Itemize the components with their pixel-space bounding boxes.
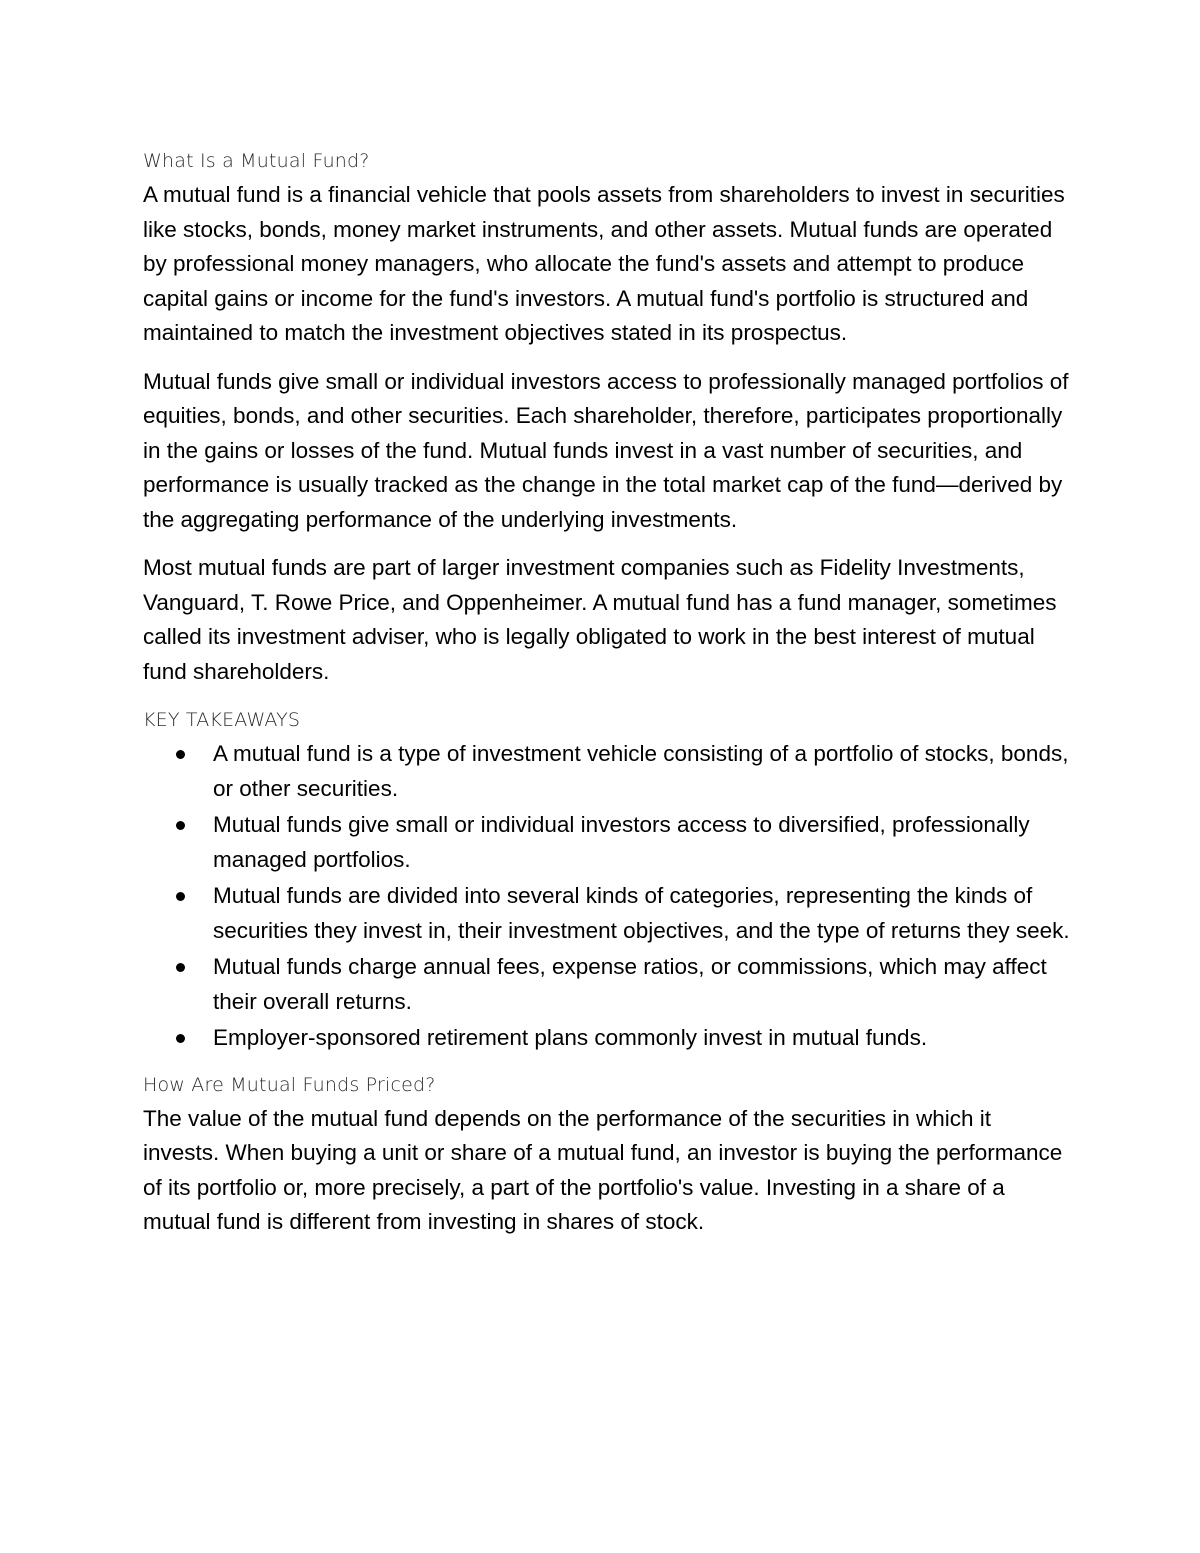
section-heading-what-is: What Is a Mutual Fund? xyxy=(143,150,370,172)
list-item-text: Mutual funds give small or individual investors access to diversified, professionally managed portfolios. xyxy=(213,812,1030,872)
list-item xyxy=(143,950,1073,1019)
paragraph-companies: Most mutual funds are part of larger investment companies such as Fidelity Investments, Vanguard, T. Rowe Price, and Oppenheimer. A mutual fund has a fund manager, sometimes called its investment adviser, who is legally obligated to work in the best interest of mutual fund shareholders. xyxy=(143,555,1057,684)
bullet-icon xyxy=(176,750,185,759)
paragraph-pricing: The value of the mutual fund depends on the performance of the securities in which it invests. When buying a unit or share of a mutual fund, an investor is buying the performance of its portfolio or, more precisely, a part of the portfolio's value. Investing in a share of a mutual fund is different from investing in shares of stock. xyxy=(143,1105,1063,1234)
bullet-icon xyxy=(176,892,185,901)
paragraph-access: Mutual funds give small or individual investors access to professionally managed portfolios of equities, bonds, and other securities. Each shareholder, therefore, participates proportionally in the gains or losses of the fund. Mutual funds invest in a vast number of securities, and performance is usually tracked as the change in the total market cap of the fund—derived by the aggregating performance of the underlying investments. xyxy=(143,368,1069,532)
key-takeaways-heading: KEY TAKEAWAYS xyxy=(143,709,301,731)
list-item xyxy=(143,1021,1073,1056)
bullet-icon xyxy=(176,963,185,972)
list-item xyxy=(143,737,1073,806)
list-item-text: Mutual funds are divided into several kinds of categories, representing the kinds of securities they invest in, their investment objectives, and the type of returns they seek. xyxy=(213,883,1070,943)
paragraph-definition: A mutual fund is a financial vehicle that pools assets from shareholders to invest in securities like stocks, bonds, money market instruments, and other assets. Mutual funds are operated by professional money managers, who allocate the fund's assets and attempt to produce capital gains or income for the fund's investors. A mutual fund's portfolio is structured and maintained to match the investment objectives stated in its prospectus. xyxy=(143,182,1065,345)
section-heading-pricing: How Are Mutual Funds Priced? xyxy=(143,1073,436,1096)
list-item-text: Employer-sponsored retirement plans commonly invest in mutual funds. xyxy=(213,1025,928,1050)
list-item xyxy=(143,808,1073,877)
list-item-text: Mutual funds charge annual fees, expense ratios, or commissions, which may affect their overall returns. xyxy=(213,954,1047,1014)
document-body xyxy=(143,144,1073,1254)
bullet-icon xyxy=(176,1034,185,1043)
list-item-text: A mutual fund is a type of investment vehicle consisting of a portfolio of stocks, bonds, or other securities. xyxy=(213,741,1069,801)
list-item xyxy=(143,879,1073,948)
bullet-icon xyxy=(176,821,185,830)
key-takeaways-list xyxy=(143,737,1073,1056)
